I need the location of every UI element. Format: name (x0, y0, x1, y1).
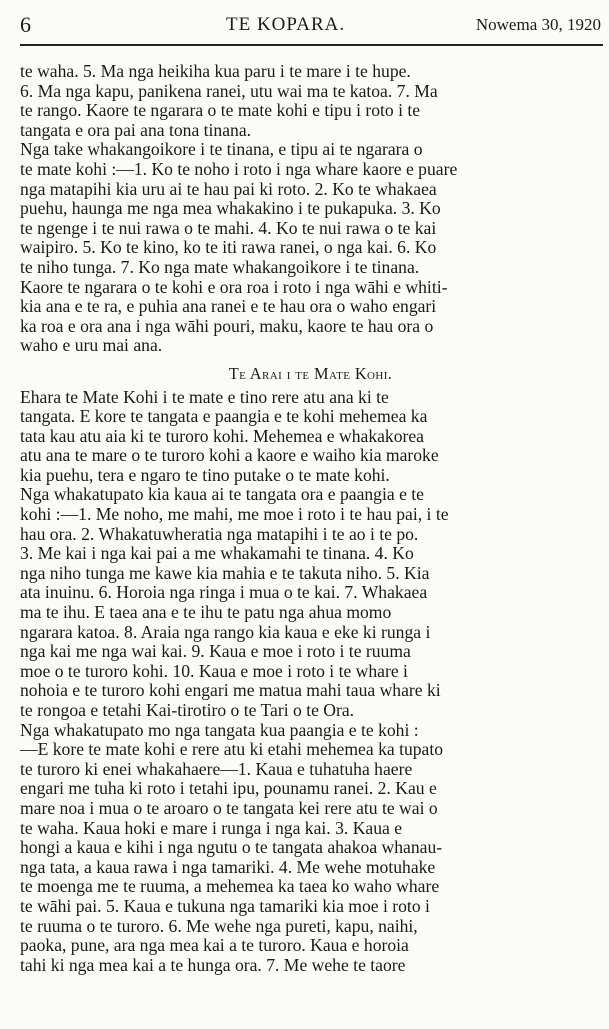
text-line: te waha. 5. Ma nga heikiha kua paru i te mare i te hupe. (20, 61, 411, 81)
text-line: te waha. Kaua hoki e mare i runga i nga kai. 3. Kaua e (20, 817, 403, 838)
text-line: 3. Me kai i nga kai pai a me whakamahi te tinana. 4. Ko (20, 543, 414, 564)
text-line: ka roa e ora ana i nga wāhi pouri, maku, kaore te hau ora o (20, 315, 434, 336)
text-line: kohi :—1. Me noho, me mahi, me moe i roto i te hau pai, i te (20, 504, 449, 525)
text-line: —E kore te mate kohi e rere atu ki etahi mehemea ka tupato (20, 739, 444, 760)
text-line: waho e uru mai ana. (20, 335, 163, 356)
text-line: hongi a kaua e kihi i nga ngutu o te tangata ahakoa whanau- (20, 837, 443, 858)
text-line: atu ana te mare o te turoro kohi a kaore e waiho kia maroke (20, 445, 439, 466)
text-line: kia ana e te ra, e puhia ana ranei e te hau ora o waho engari (20, 296, 437, 317)
text-line: mare noa i mua o te aroaro o te tangata kei rere atu te wai o (20, 797, 438, 818)
text-line: te moenga me te ruuma, a mehemea ka taea ko waho whare (20, 876, 440, 897)
text-line: ngarara katoa. 8. Araia nga rango kia kaua e eke ki runga i (20, 621, 431, 642)
text-line: Kaore te ngarara o te kohi e ora roa i roto i nga wāhi e whiti- (20, 276, 448, 297)
page-header (20, 12, 601, 40)
paragraph-2 (20, 140, 601, 356)
text-line: ata inuinu. 6. Horoia nga ringa i mua o te kai. 7. Whakaea (20, 582, 428, 603)
paragraph-1 (20, 62, 601, 140)
text-line: tangata e ora pai ana tona tinana. (20, 119, 252, 140)
text-line: te wāhi pai. 5. Kaua e tukuna nga tamariki kia moe i roto i (20, 895, 430, 916)
section-heading: Te Arai i te Mate Kohi. (228, 363, 393, 383)
text-line: te ruuma o te turoro. 6. Me wehe nga pureti, kapu, naihi, (20, 915, 418, 936)
paragraph-5 (20, 721, 601, 976)
text-line: te niho tunga. 7. Ko nga mate whakangoikore i te tinana. (20, 256, 420, 277)
paragraph-3 (20, 388, 601, 486)
text-line: tata kau atu aia ki te turoro kohi. Mehemea e whakakorea (20, 425, 424, 446)
text-line: nga kai me nga wai kai. 9. Kaua e moe i roto i te ruuma (20, 641, 411, 662)
text-line: Nga whakatupato kia kaua ai te tangata ora e paangia e te (20, 484, 424, 505)
text-line: te ngenge i te nui rawa o te mahi. 4. Ko te nui rawa o te kai (20, 217, 437, 238)
issue-date: Nowema 30, 1920 (475, 15, 601, 34)
text-line: Nga whakatupato mo nga tangata kua paangia e te kohi : (20, 719, 419, 740)
text-line: engari me tuha ki roto i tetahi ipu, pounamu ranei. 2. Kau e (20, 778, 437, 799)
text-line: te turoro ki enei whakahaere—1. Kaua e tuhatuha haere (20, 758, 413, 779)
text-line: ma te ihu. E taea ana e te ihu te patu nga ahua momo (20, 602, 392, 623)
text-line: paoka, pune, ara nga mea kai a te turoro. Kaua e horoia (20, 935, 409, 956)
text-line: moe o te turoro kohi. 10. Kaua e moe i roto i te whare i (20, 660, 408, 681)
text-line: te rango. Kaore te ngarara o te mate kohi e tipu i roto i te (20, 100, 421, 121)
text-line: Nga take whakangoikore i te tinana, e tipu ai te ngarara o (20, 139, 423, 160)
text-line: tangata. E kore te tangata e paangia e te kohi mehemea ka (20, 406, 428, 427)
header-rule (20, 44, 603, 46)
text-line: nga matapihi kia uru ai te hau pai ki roto. 2. Ko te whakaea (20, 178, 437, 199)
text-line: 6. Ma nga kapu, panikena ranei, utu wai ma te katoa. 7. Ma (20, 80, 438, 101)
publication-title: TE KOPARA. (226, 14, 346, 35)
text-line: Ehara te Mate Kohi i te mate e tino rere atu ana ki te (20, 386, 389, 407)
page-number: 6 (20, 12, 31, 37)
article-body (20, 62, 601, 975)
text-line: nga niho tunga me kawe kia mahia e te takuta niho. 5. Kia (20, 562, 430, 583)
paragraph-4 (20, 485, 601, 720)
text-line: te rongoa e tetahi Kai-tirotiro o te Tari o te Ora. (20, 700, 355, 720)
text-line: nohoia e te turoro kohi engari me matua mahi taua whare ki (20, 680, 441, 701)
text-line: puehu, haunga me nga mea whakakino i te pukapuka. 3. Ko (20, 198, 441, 219)
text-line: waipiro. 5. Ko te kino, ko te iti rawa ranei, o nga kai. 6. Ko (20, 237, 437, 258)
text-line: te mate kohi :—1. Ko te noho i roto i nga whare kaore e puare (20, 158, 458, 179)
text-line: tahi ki nga mea kai a te hunga ora. 7. Me wehe te taore (20, 954, 406, 975)
text-line: kia puehu, tera e ngaro te tino putake o te mate kohi. (20, 464, 390, 485)
text-line: nga tata, a kaua rawa i nga tamariki. 4. Me wehe motuhake (20, 856, 436, 877)
text-line: hau ora. 2. Whakatuwheratia nga matapihi i te ao i te po. (20, 523, 419, 544)
